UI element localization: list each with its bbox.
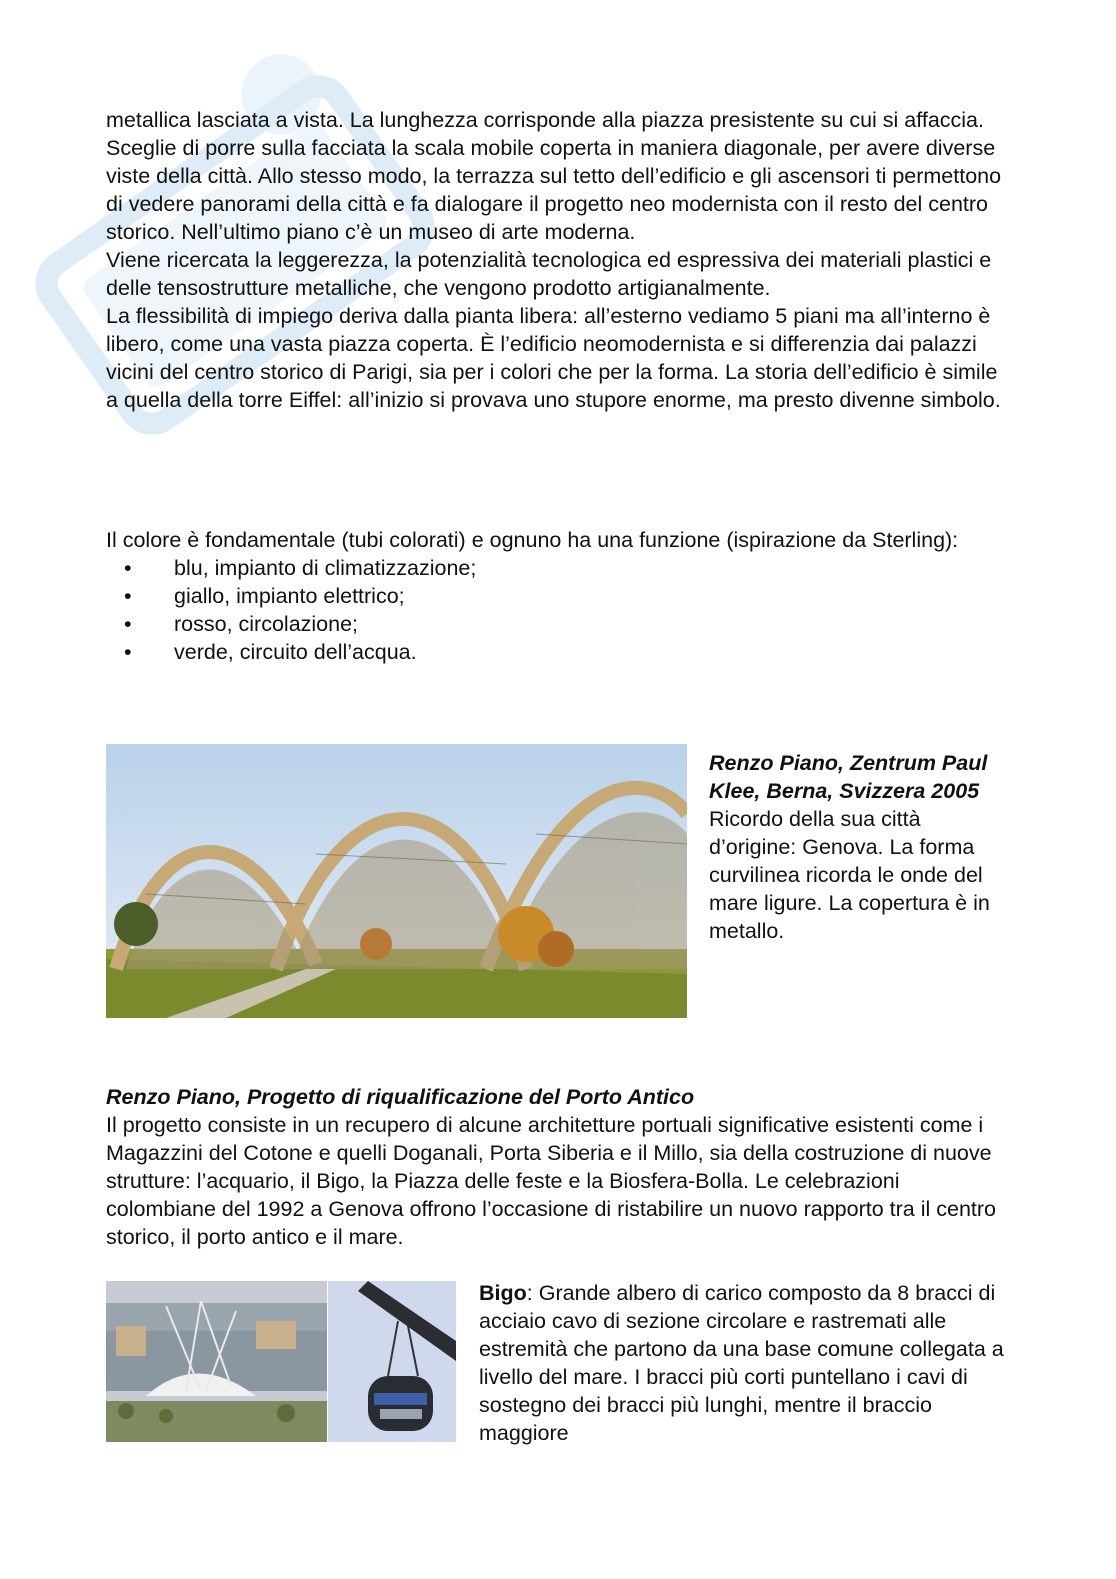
list-item: • giallo, impianto elettrico;	[124, 584, 405, 608]
colors-section	[106, 526, 1006, 666]
bigo-term: Bigo	[479, 1281, 527, 1305]
bullet-icon: •	[124, 640, 132, 664]
list-item: • rosso, circolazione;	[124, 612, 359, 636]
bullet-icon: •	[124, 556, 132, 580]
colors-list	[106, 554, 1006, 666]
klee-title: Renzo Piano, Zentrum Paul Klee, Berna, Svizzera 2005	[709, 751, 988, 803]
intro-paragraph-3: Viene ricercata la leggerezza, la potenzialità tecnologica ed espressiva dei materiali plastici e delle tensostrutture metalliche, che vengono prodotto artigianalmente.	[106, 248, 992, 300]
intro-paragraph-4: La flessibilità di impiego deriva dalla pianta libera: all’esterno vediamo 5 piani ma all’interno è libero, come una vasta piazza coperta. È l’edificio neomodernista e si differenzia dai palazzi vicini del centro storico di Parigi, sia per i colori che per la forma. La storia dell’edificio è simile a quella della torre Eiffel: all’inizio si provava uno stupore enorme, ma presto divenne simbolo.	[106, 304, 1001, 412]
bigo-description	[479, 1279, 1009, 1447]
intro-paragraph-2: Sceglie di porre sulla facciata la scala mobile coperta in maniera diagonale, per avere diverse viste della città. Allo stesso modo, la terrazza sul tetto dell’edificio e gli ascensori ti permettono di vedere panorami della città e fa dialogare il progetto neo modernista con il resto del centro storico. Nell’ultimo piano c’è un museo di arte moderna.	[106, 136, 1002, 244]
bullet-icon: •	[124, 584, 132, 608]
bigo-body: : Grande albero di carico composto da 8 bracci di acciaio cavo di sezione circolare e rastremati alle estremità che partono da una base comune collegata a livello del mare. I bracci più corti puntellano i cavi di sostegno dei bracci più lunghi, mentre il braccio maggiore	[479, 1281, 1004, 1445]
bullet-icon: •	[124, 612, 132, 636]
intro-section	[106, 106, 1006, 414]
porto-description: Il progetto consiste in un recupero di alcune architetture portuali significative esistenti come i Magazzini del Cotone e quelli Doganali, Porta Siberia e il Millo, sia della costruzione di nuove strutture: l’acquario, il Bigo, la Piazza delle feste e la Biosfera-Bolla. Le celebrazioni colombiane del 1992 a Genova offrono l’occasione di ristabilire un nuovo rapporto tra il centro storico, il porto antico e il mare.	[106, 1113, 997, 1249]
zentrum-paul-klee-photo	[106, 744, 687, 1018]
colors-intro: Il colore è fondamentale (tubi colorati) e ognuno ha una funzione (ispirazione da Sterling):	[106, 528, 959, 552]
klee-description: Ricordo della sua città d’origine: Genova. La forma curvilinea ricorda le onde del mare ligure. La copertura è in metallo.	[709, 807, 990, 943]
intro-paragraph-1: metallica lasciata a vista. La lunghezza corrisponde alla piazza presistente su cui si affaccia.	[106, 108, 984, 132]
porto-heading: Renzo Piano, Progetto di riqualificazione del Porto Antico	[106, 1085, 695, 1109]
bigo-lift-photo	[328, 1281, 456, 1442]
klee-caption	[709, 749, 1009, 945]
porto-antico-photo	[106, 1281, 327, 1442]
list-item: • blu, impianto di climatizzazione;	[124, 556, 477, 580]
list-item: • verde, circuito dell’acqua.	[124, 640, 417, 664]
porto-section	[106, 1083, 1006, 1251]
